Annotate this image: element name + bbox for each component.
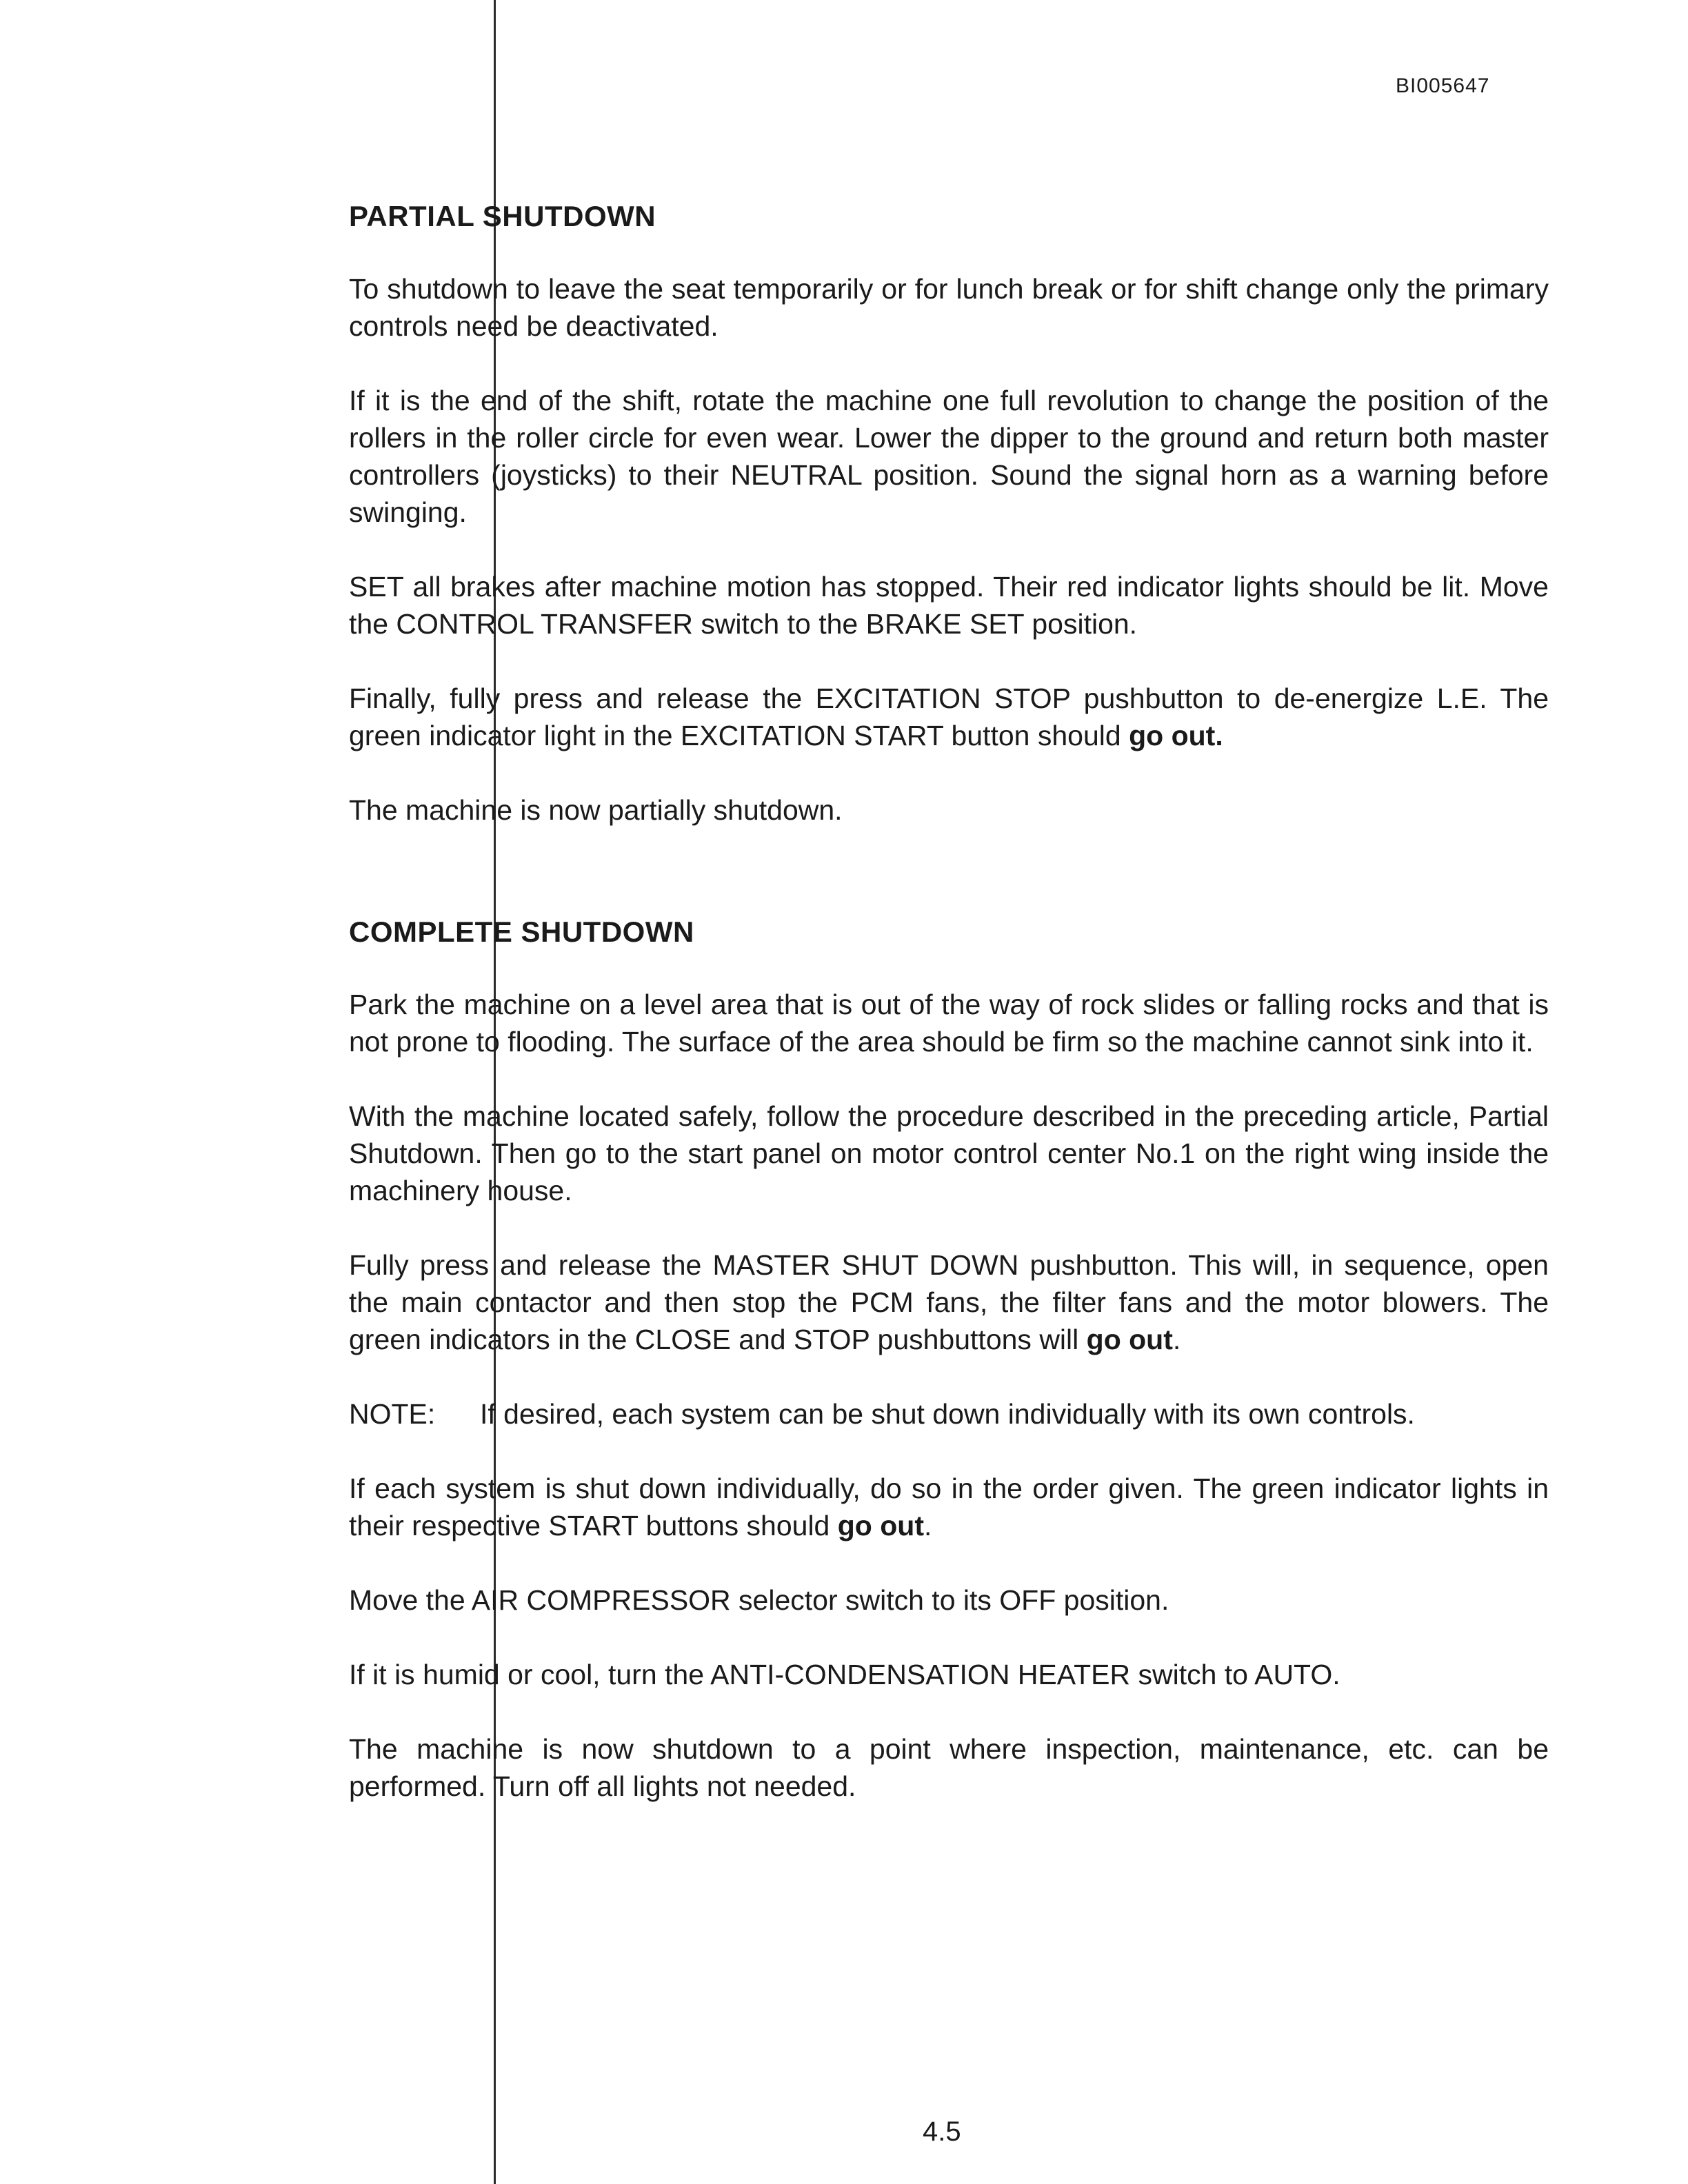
paragraph xyxy=(349,1470,1549,1544)
section-heading-partial-shutdown: PARTIAL SHUTDOWN xyxy=(349,200,656,232)
emphasis-text: go out xyxy=(837,1510,924,1541)
paragraph: Move the AIR COMPRESSOR selector switch to its OFF position. xyxy=(349,1584,1169,1616)
page-number: 4.5 xyxy=(923,2116,961,2147)
partial-shutdown-section xyxy=(349,200,1549,829)
note-text: If desired, each system can be shut down individually with its own controls. xyxy=(480,1398,1415,1430)
paragraph: With the machine located safely, follow the procedure described in the preceding article, Partial Shutdown. Then go to the start panel on motor control center No.1 on the right wing inside the machinery house. xyxy=(349,1100,1549,1206)
section-spacer xyxy=(349,866,1549,916)
paragraph xyxy=(349,1246,1549,1358)
paragraph: Park the machine on a level area that is out of the way of rock slides or falling rocks and that is not prone to flooding. The surface of the area should be firm so the machine cannot sink into it. xyxy=(349,989,1549,1058)
paragraph: If it is humid or cool, turn the ANTI-CONDENSATION HEATER switch to AUTO. xyxy=(349,1659,1340,1690)
paragraph: SET all brakes after machine motion has stopped. Their red indicator lights should be lit. Move the CONTROL TRANSFER switch to the BRAKE SET position. xyxy=(349,571,1549,640)
note-label: NOTE: xyxy=(349,1398,436,1430)
emphasis-text: go out. xyxy=(1129,720,1223,751)
emphasis-text: go out xyxy=(1086,1324,1173,1355)
paragraph-end: . xyxy=(924,1510,932,1541)
paragraph xyxy=(349,680,1549,754)
page-content xyxy=(349,200,1549,1842)
paragraph-text: Fully press and release the MASTER SHUT DOWN pushbutton. This will, in sequence, open the main contactor and then stop the PCM fans, the filter fans and the motor blowers. The green indicators in the CLOSE and STOP pushbuttons will xyxy=(349,1249,1549,1355)
paragraph-text: If each system is shut down individually, do so in the order given. The green indicator lights in their respective START buttons should xyxy=(349,1473,1549,1541)
complete-shutdown-section xyxy=(349,916,1549,1805)
paragraph: If it is the end of the shift, rotate the machine one full revolution to change the position of the rollers in the roller circle for even wear. Lower the dipper to the ground and return both master controllers (joysticks) to their NEUTRAL position. Sound the signal horn as a warning before swinging. xyxy=(349,385,1549,528)
paragraph: The machine is now shutdown to a point where inspection, maintenance, etc. can be performed. Turn off all lights not needed. xyxy=(349,1733,1549,1802)
section-heading-complete-shutdown: COMPLETE SHUTDOWN xyxy=(349,916,694,948)
document-id: BI005647 xyxy=(1396,74,1490,97)
paragraph: The machine is now partially shutdown. xyxy=(349,794,843,826)
note xyxy=(349,1395,1549,1433)
paragraph-end: . xyxy=(1172,1324,1181,1355)
paragraph: To shutdown to leave the seat temporarily or for lunch break or for shift change only the primary controls need be deactivated. xyxy=(349,273,1549,342)
paragraph-text: Finally, fully press and release the EXCITATION STOP pushbutton to de-energize L.E. The green indicator light in the EXCITATION START button should xyxy=(349,682,1549,751)
